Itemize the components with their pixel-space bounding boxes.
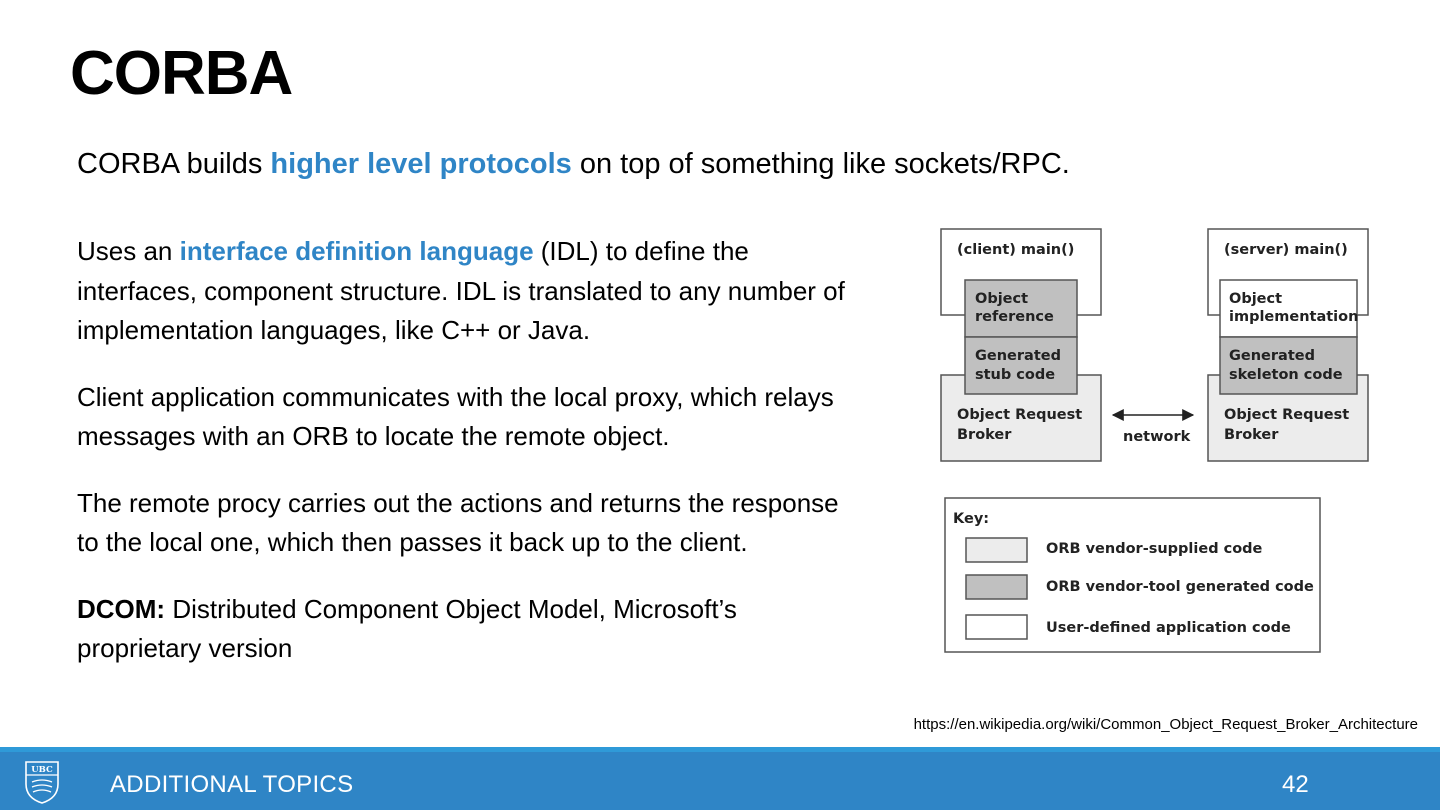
source-link[interactable]: https://en.wikipedia.org/wiki/Common_Object_Request_Broker_Architecture (913, 716, 1418, 733)
intro-after: on top of something like sockets/RPC. (571, 148, 1070, 180)
skeleton-code-label-1: Generated (1229, 348, 1315, 364)
p1-before: Uses an (77, 236, 180, 266)
p1-highlight: interface definition language (179, 236, 534, 266)
network-label: network (1123, 429, 1191, 445)
ubc-crest-icon (24, 760, 60, 804)
intro-highlight: higher level protocols (270, 148, 572, 180)
object-reference-label-1: Object (975, 291, 1029, 307)
skeleton-code-box (1220, 337, 1357, 394)
client-orb-label-2: Broker (957, 427, 1012, 443)
stub-code-label-2: stub code (975, 367, 1056, 383)
client-main-label: (client) main() (957, 242, 1075, 258)
p1-after: (IDL) to define the interfaces, component structure. IDL is translated to any number of implementation languages, like C++ or Java. (77, 236, 845, 345)
dcom-text: Distributed Component Object Model, Microsoft’s proprietary version (77, 593, 737, 663)
key-vendor-generated-label: ORB vendor-tool generated code (1046, 579, 1314, 595)
stub-code-box (965, 337, 1077, 394)
object-implementation-label-1: Object (1229, 291, 1283, 307)
object-implementation-label-2: implementation (1229, 309, 1359, 325)
intro-text (77, 148, 1070, 181)
body-column (77, 232, 897, 696)
ubc-logo-text: UBC (31, 765, 53, 775)
footer-section-title: ADDITIONAL TOPICS (110, 771, 354, 798)
footer-bar (0, 752, 1440, 810)
key-title: Key: (953, 511, 990, 527)
key-swatch-user-defined (966, 615, 1027, 639)
key-swatch-vendor-supplied (966, 538, 1027, 562)
paragraph-idl (77, 232, 857, 351)
server-main-label: (server) main() (1224, 242, 1348, 258)
client-orb-label-1: Object Request (957, 407, 1083, 423)
key-vendor-supplied-label: ORB vendor-supplied code (1046, 541, 1263, 557)
key-swatch-vendor-generated (966, 575, 1027, 599)
object-reference-label-2: reference (975, 309, 1054, 325)
page-number: 42 (1282, 771, 1309, 798)
dcom-label: DCOM: (77, 593, 166, 624)
paragraph-dcom (77, 590, 867, 669)
skeleton-code-label-2: skeleton code (1229, 367, 1343, 383)
intro-before: CORBA builds (77, 148, 271, 180)
slide-title: CORBA (70, 39, 293, 108)
corba-diagram (935, 222, 1380, 662)
paragraph-remote: The remote procy carries out the actions and returns the response to the local one, which then passes it back up to the client. (77, 487, 839, 557)
key-user-defined-label: User-defined application code (1046, 620, 1291, 636)
stub-code-label-1: Generated (975, 348, 1061, 364)
server-orb-label-2: Broker (1224, 427, 1279, 443)
server-orb-label-1: Object Request (1224, 407, 1350, 423)
paragraph-proxy: Client application communicates with the local proxy, which relays messages with an ORB to locate the remote object. (77, 381, 834, 451)
